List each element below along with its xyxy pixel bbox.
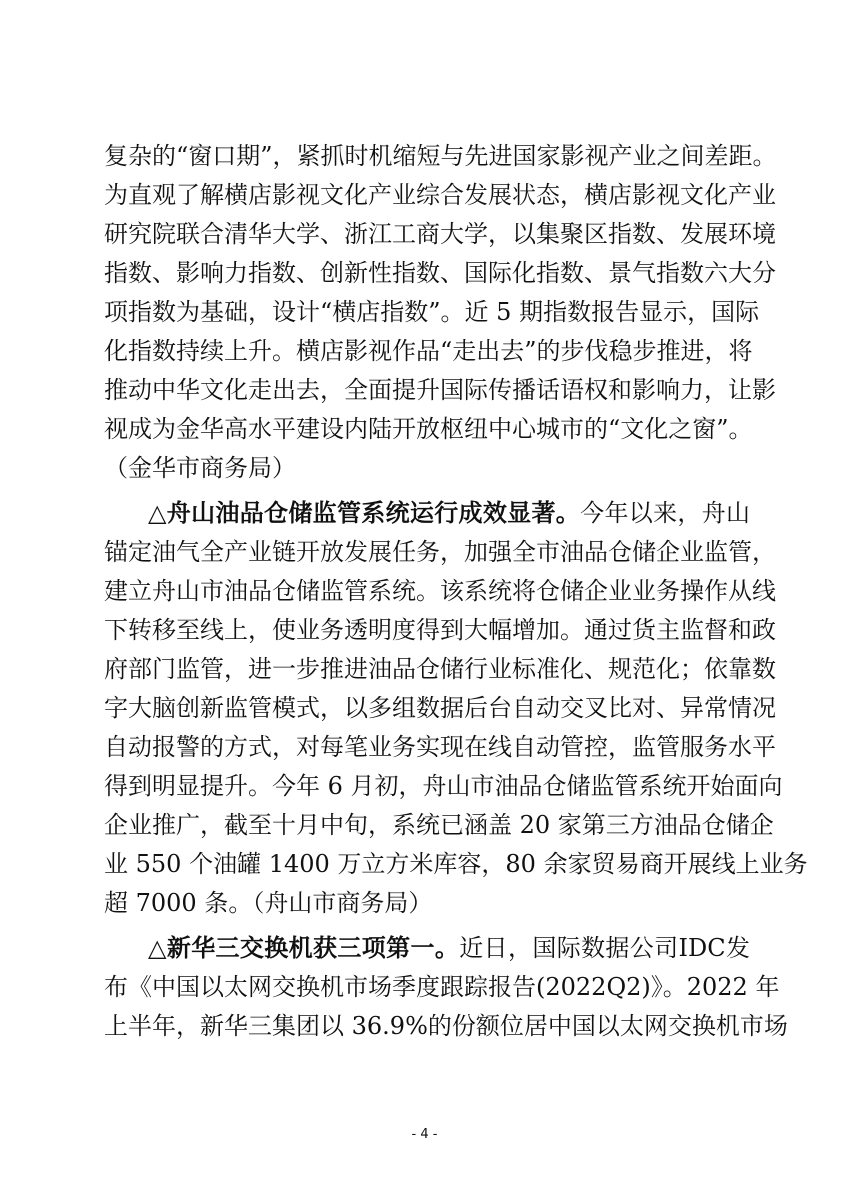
text-line: 下转移至线上，使业务透明度得到大幅增加。通过货主监督和政 [104,616,776,644]
text-line: 为直观了解横店影视文化产业综合发展状态，横店影视文化产业 [104,181,776,209]
text-line: 建立舟山市油品仓储监管系统。该系统将仓储企业业务操作从线 [104,577,776,605]
text-line: 府部门监管，进一步推进油品仓储行业标准化、规范化；依靠数 [104,655,776,683]
text-line: 自动报警的方式，对每笔业务实现在线自动管控，监管服务水平 [104,733,776,761]
paragraph-lead-line [104,497,750,529]
text-line: 推动中华文化走出去，全面提升国际传播话语权和影响力，让影 [104,376,776,404]
paragraph-lead-line [104,932,750,964]
text-line: 视成为金华高水平建设内陆开放枢纽中心城市的“文化之窗”。 [104,415,753,443]
text-span: 近日，国际数据公司IDC发 [459,934,750,962]
text-line: 字大脑创新监管模式，以多组数据后台自动交叉比对、异常情况 [104,694,776,722]
text-line: 复杂的“窗口期”，紧抓时机缩短与先进国家影视产业之间差距。 [104,142,777,170]
text-line: 项指数为基础，设计“横店指数”。近 5 期指数报告显示，国际 [104,298,760,326]
text-line: 锚定油气全产业链开放发展任务，加强全市油品仓储企业监管， [104,538,776,566]
text-line: 得到明显提升。今年 6 月初，舟山市油品仓储监管系统开始面向 [104,772,783,800]
text-line: 企业推广，截至十月中旬，系统已涵盖 20 家第三方油品仓储企 [104,811,774,839]
triangle-marker: △ [148,499,167,527]
triangle-marker: △ [148,934,167,962]
text-line: 超 7000 条。（舟山市商务局） [104,889,433,917]
text-line: 业 550 个油罐 1400 万立方米库容，80 余家贸易商开展线上业务 [104,850,808,878]
text-line: 指数、影响力指数、创新性指数、国际化指数、景气指数六大分 [104,259,776,287]
source-note: （金华市商务局） [104,454,296,482]
paragraph-title: 舟山油品仓储监管系统运行成效显著。 [166,499,581,527]
page-number: - 4 - [411,1127,438,1142]
text-line: 化指数持续上升。横店影视作品“走出去”的步伐稳步推进，将 [104,337,753,365]
text-line: 布《中国以太网交换机市场季度跟踪报告(2022Q2)》。2022 年 [104,973,780,1001]
text-line: 研究院联合清华大学、浙江工商大学，以集聚区指数、发展环境 [104,220,776,248]
text-line: 上半年，新华三集团以 36.9%的份额位居中国以太网交换机市场 [104,1012,788,1040]
text-span: 今年以来，舟山 [580,499,751,527]
paragraph-title: 新华三交换机获三项第一。 [166,934,460,962]
